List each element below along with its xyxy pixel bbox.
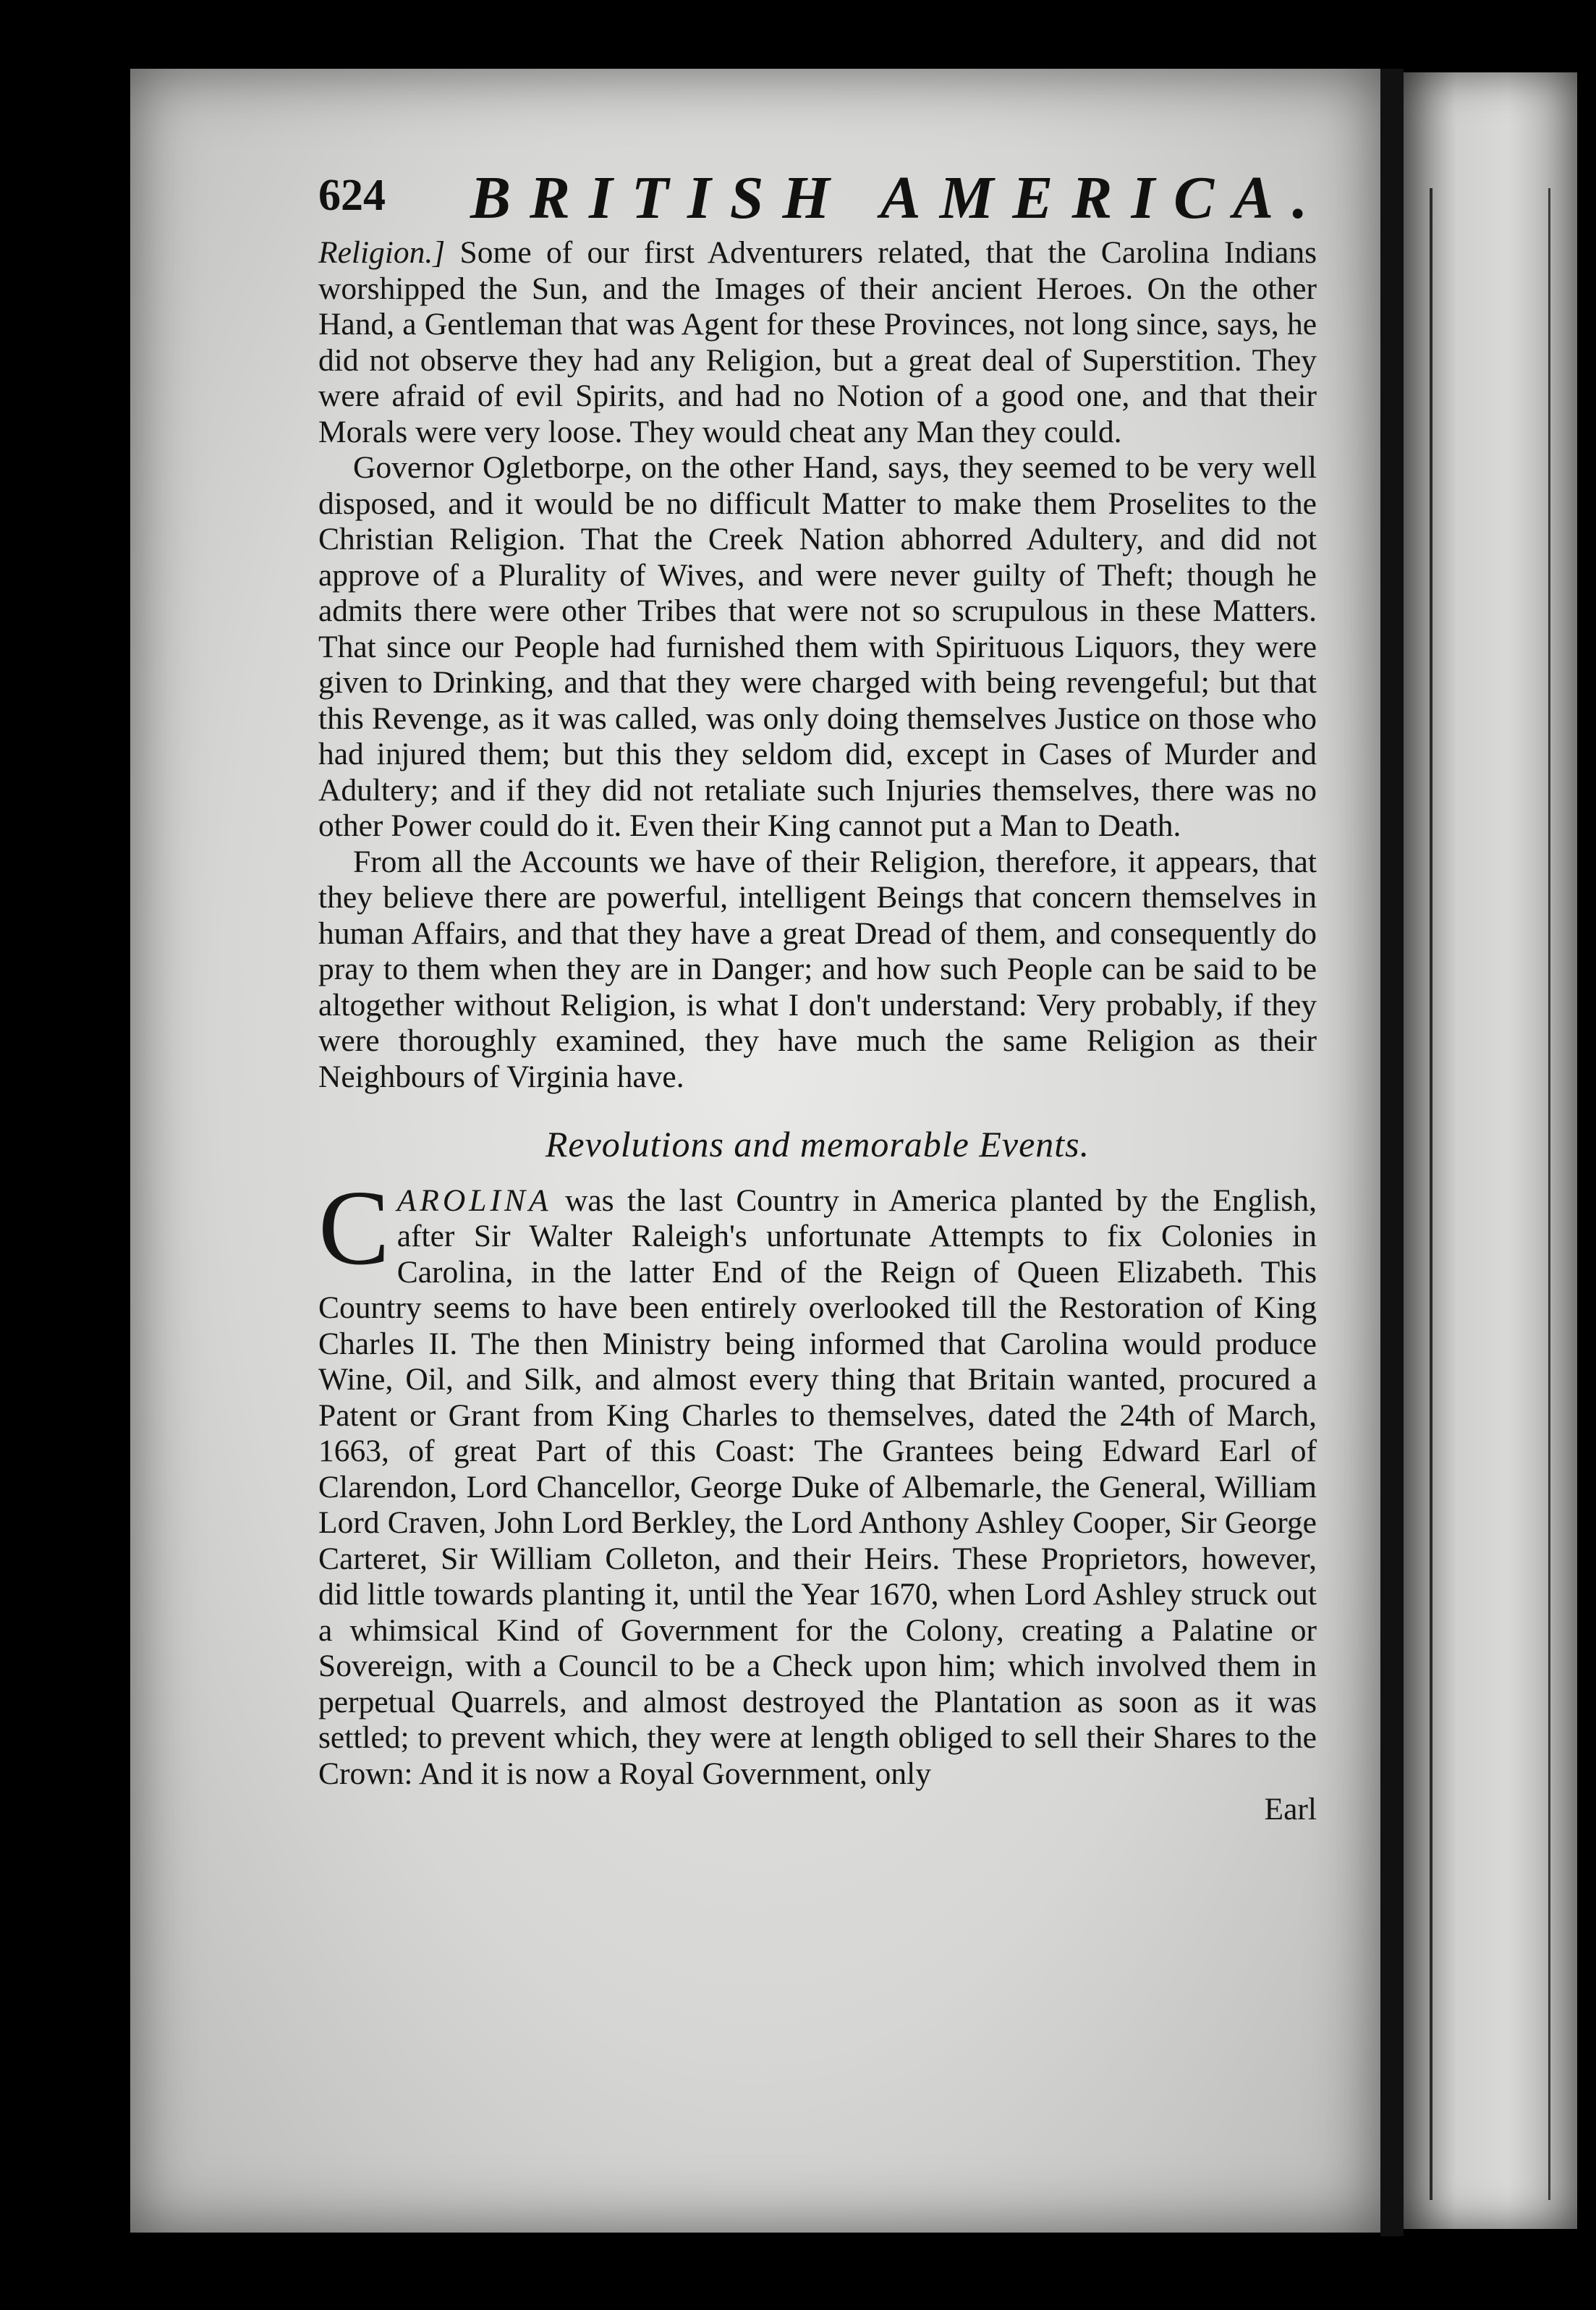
paragraph-revolutions — [318, 1168, 1317, 1793]
catchword: Earl — [1264, 1792, 1317, 1827]
body-text — [318, 235, 1317, 1828]
adjacent-page-rule — [1430, 188, 1432, 2200]
opening-word: AROLINA — [396, 1182, 552, 1218]
drop-cap: C — [318, 1168, 390, 1287]
page-gutter — [1380, 69, 1404, 2236]
section-heading: Revolutions and memorable Events. — [545, 1124, 1090, 1164]
paragraph-text: was the last Country in America planted by the English, after Sir Walter Raleigh's unfortunate Attempts to fix Colonies in Carolina, in the latter End of the Reign of Queen Elizabeth. This Country seems to have been entirely overlooked till the Restoration of King Charles II. The then Ministry being informed that Carolina would produce Wine, Oil, and Silk, and almost every thing that Britain wanted, procured a Patent or Grant from King Charles to themselves, dated the 24th of March, 1663, of great Part of this Coast: The Grantees being Edward Earl of Clarendon, Lord Chancellor, George Duke of Albemarle, the General, William Lord Craven, John Lord Berkley, the Lord Anthony Ashley Cooper, Sir George Carteret, Sir William Colleton, and their Heirs. These Proprietors, however, did little towards planting it, until the Year 1670, when Lord Ashley struck out a whimsical Kind of Government for the Colony, creating a Palatine or Sovereign, with a Council to be a Check upon him; which involved them in perpetual Quarrels, and almost destroyed the Plantation as soon as it was settled; to prevent which, they were at length obliged to sell their Shares to the Crown: And it is now a Royal Government, only — [318, 1182, 1317, 1791]
adjacent-page-edge — [1404, 72, 1577, 2229]
running-title: BRITISH AMERICA. — [470, 164, 1327, 232]
paragraph-religion — [318, 235, 1317, 450]
paragraph-text: Some of our first Adventurers related, that the Carolina Indians worshipped the Sun, and the Images of their ancient Heroes. On the other Hand, a Gentleman that was Agent for these Provinces, not long since, says, he did not observe they had any Religion, but a great deal of Superstition. They were afraid of evil Spirits, and had no Notion of a good one, and that their Morals were very loose. They would cheat any Man they could. — [318, 235, 1317, 449]
adjacent-page-rule — [1548, 188, 1550, 2200]
page-number: 624 — [318, 171, 386, 220]
paragraph-accounts: From all the Accounts we have of their Religion, therefore, it appears, that they believe there are powerful, intelligent Beings that concern themselves in human Affairs, and that they have a great Dread of them, and consequently do pray to them when they are in Danger; and how such People can be said to be altogether without Religion, is what I don't understand: Very probably, if they were thoroughly examined, they have much the same Religion as their Neighbours of Virginia have. — [318, 844, 1317, 1094]
paragraph-oglethorpe: Governor Ogletborpe, on the other Hand, says, they seemed to be very well disposed, and it would be no difficult Matter to make them Proselites to the Christian Religion. That the Creek Nation abhorred Adultery, and did not approve of a Plurality of Wives, and were never guilty of Theft; though he admits there were other Tribes that were not so scrupulous in these Matters. That since our People had furnished them with Spirituous Liquors, they were given to Drinking, and that they were charged with being revengeful; but that this Revenge, as it was called, was only doing themselves Justice on those who had injured them; but this they seldom did, except in Cases of Murder and Adultery; and if they did not retaliate such Injuries themselves, there was no other Power could do it. Even their King cannot put a Man to Death. — [318, 450, 1317, 843]
marginal-heading: Religion.] — [318, 235, 446, 270]
